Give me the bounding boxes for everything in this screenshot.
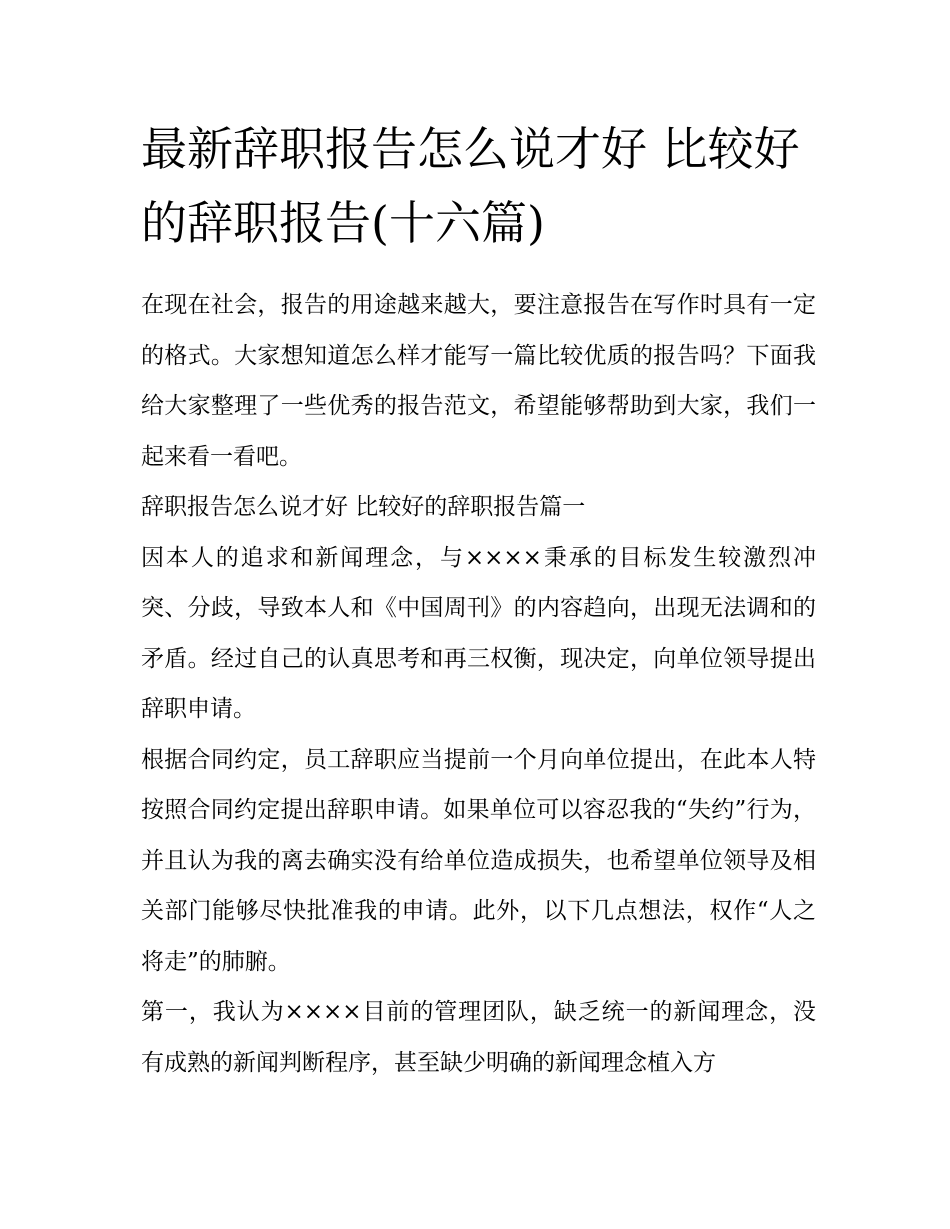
document-title: 最新辞职报告怎么说才好 比较好的辞职报告(十六篇) [141,122,800,250]
body-paragraph: 因本人的追求和新闻理念，与××××秉承的目标发生较激烈冲突、分歧，导致本人和《中国周刊》的内容趋向，出现无法调和的矛盾。经过自己的认真思考和再三权衡，现决定，向单位领导提出辞职申请。 [141,544,816,722]
body-paragraph: 根据合同约定，员工辞职应当提前一个月向单位提出，在此本人特按照合同约定提出辞职申请。如果单位可以容忍我的“失约”行为，并且认为我的离去确实没有给单位造成损失，也希望单位领导及相关部门能够尽快批准我的申请。此外，以下几点想法，权作“人之将走”的肺腑。 [141,746,816,975]
section-heading: 辞职报告怎么说才好 比较好的辞职报告篇一 [141,494,586,520]
body-paragraph: 第一，我认为××××目前的管理团队，缺乏统一的新闻理念，没有成熟的新闻判断程序，甚至缺少明确的新闻理念植入方 [141,999,816,1076]
intro-paragraph: 在现在社会，报告的用途越来越大，要注意报告在写作时具有一定的格式。大家想知道怎么样才能写一篇比较优质的报告吗？下面我给大家整理了一些优秀的报告范文，希望能够帮助到大家，我们一起来看一看吧。 [141,292,816,470]
document-content [141,112,816,1088]
